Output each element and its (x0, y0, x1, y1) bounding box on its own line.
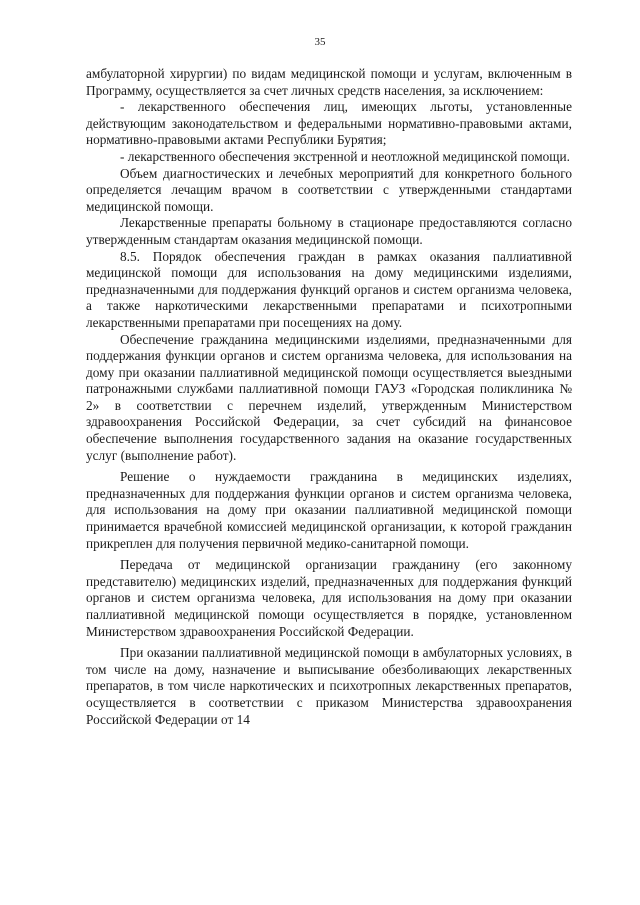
paragraph-need-decision: Решение о нуждаемости гражданина в медицинских изделиях, предназначенных для поддержания функции органов и систем организма человека, для использования на дому при оказании паллиативной медицинской помощи принимается врачебной комиссией медицинской организации, к которой гражданин прикреплен для получения первичной медико-санитарной помощи. (86, 469, 572, 551)
page-number: 35 (314, 36, 326, 48)
paragraph-hospital-drugs: Лекарственные препараты больному в стационаре предоставляются согласно утвержденным стандартам оказания медицинской помощи. (86, 215, 572, 247)
paragraph-continuation: амбулаторной хирургии) по видам медицинской помощи и услугам, включенным в Программу, осуществляется за счет личных средств населения, за исключением: (86, 66, 572, 98)
paragraph-outpatient-prescribing: При оказании паллиативной медицинской помощи в амбулаторных условиях, в том числе на дому, назначение и выписывание обезболивающих лекарственных препаратов, в том числе наркотических и психотропных лекарственных препаратов, осуществляется в соответствии с приказом Министерства здравоохранения Российской Федерации от 14 (86, 645, 572, 727)
body-text (86, 66, 572, 728)
paragraph-exception-benefits: - лекарственного обеспечения лиц, имеющих льготы, установленные действующим законодательством и федеральными нормативно-правовыми актами, нормативно-правовыми актами Республики Бурятия; (86, 99, 572, 148)
paragraph-section-8-5: 8.5. Порядок обеспечения граждан в рамках оказания паллиативной медицинской помощи для использования на дому медицинскими изделиями, предназначенными для поддержания функций органов и систем организма человека, а также наркотическими лекарственными препаратами и психотропными лекарственными препаратами при посещениях на дому. (86, 248, 572, 330)
paragraph-diagnostic-volume: Объем диагностических и лечебных мероприятий для конкретного больного определяется лечащим врачом в соответствии с утвержденными стандартами медицинской помощи. (86, 165, 572, 214)
paragraph-device-provision: Обеспечение гражданина медицинскими изделиями, предназначенными для поддержания функции органов и систем организма человека, для использования на дому при оказании паллиативной медицинской помощи осуществляется выездными патронажными службами паллиативной помощи ГАУЗ «Городская поликлиника № 2» в соответствии с перечнем изделий, утвержденным Министерством здравоохранения Российской Федерации, за счет субсидий на финансовое обеспечение выполнения государственного задания на оказание государственных услуг (выполнение работ). (86, 331, 572, 463)
paragraph-exception-emergency: - лекарственного обеспечения экстренной и неотложной медицинской помощи. (120, 148, 570, 164)
paragraph-device-transfer: Передача от медицинской организации гражданину (его законному представителю) медицинских изделий, предназначенных для поддержания функций органов и систем организма человека, для использования на дому при оказании паллиативной медицинской помощи осуществляется в порядке, установленном Министерством здравоохранения Российской Федерации. (86, 557, 572, 639)
